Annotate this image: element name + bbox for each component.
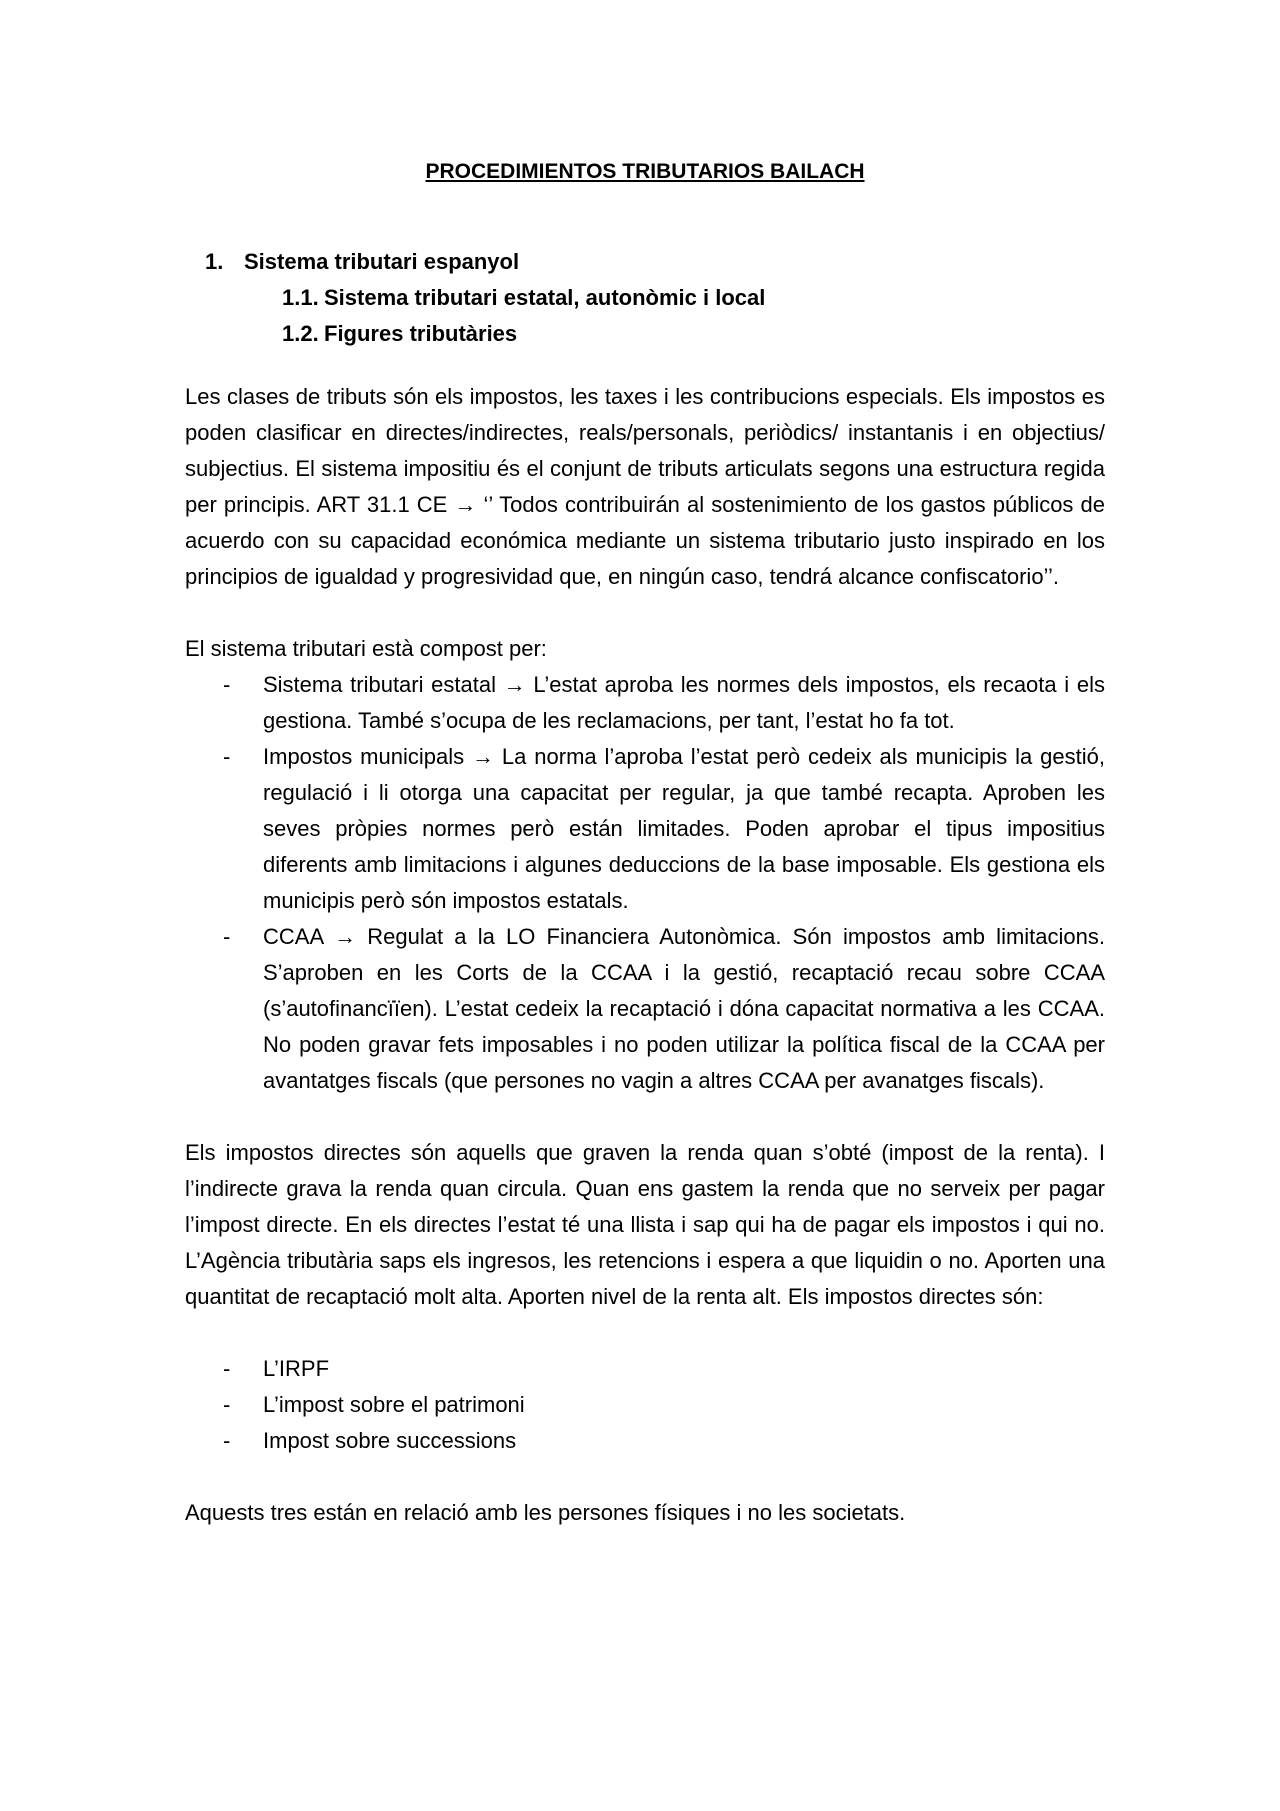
document-body bbox=[185, 157, 1105, 1531]
outline-item bbox=[185, 316, 1105, 352]
dash-bullet: - bbox=[223, 1392, 231, 1417]
dash-bullet: - bbox=[223, 1428, 231, 1453]
outline-text: Sistema tributari estatal, autonòmic i local bbox=[324, 285, 766, 310]
dash-bullet: - bbox=[223, 744, 231, 769]
spacer bbox=[185, 1099, 1105, 1135]
section-outline bbox=[185, 244, 1105, 352]
dash-bullet: - bbox=[223, 924, 231, 949]
list-item bbox=[185, 919, 1105, 1099]
outline-text: Figures tributàries bbox=[324, 321, 518, 346]
outline-number: 1.1. bbox=[282, 285, 319, 310]
list-item bbox=[185, 667, 1105, 739]
dash-bullet: - bbox=[223, 1356, 231, 1381]
list-item bbox=[185, 739, 1105, 919]
outline-item bbox=[185, 280, 1105, 316]
outline-number: 1.2. bbox=[282, 321, 319, 346]
paragraph-impostos-directes: Els impostos directes són aquells que graven la renda quan s’obté (impost de la renta). I l’indirecte grava la renda quan circula. Quan ens gastem la renda que no serveix per pagar l’impost directe. En els directes l’estat té una llista i sap qui ha de pagar els impostos i qui no. L’Agència tributària saps els ingresos, les retencions i espera a que liquidin o no. Aporten una quantitat de recaptació molt alta. Aporten nivel de la renta alt. Els impostos directes són: bbox=[185, 1140, 1105, 1309]
paragraph-tributs: Les clases de tributs són els impostos, les taxes i les contribucions especials. Els impostos es poden clasificar en directes/indirectes, reals/personals, periòdics/ instantanis i en objectius/ subjectius. El sistema impositiu és el conjunt de tributs articulats segons una estructura regida per principis. ART 31.1 CE → ‘’ Todos contribuirán al sostenimiento de los gastos públicos de acuerdo con su capacidad económica mediante un sistema tributario justo inspirado en los principios de igualdad y progresividad que, en ningún caso, tendrá alcance confiscatorio’’. bbox=[185, 384, 1105, 589]
outline-item bbox=[185, 244, 1105, 280]
list-item-text: Sistema tributari estatal → L’estat aproba les normes dels impostos, els recaota i els gestiona. També s’ocupa de les reclamacions, per tant, l’estat ho fa tot. bbox=[263, 672, 1105, 733]
list-item bbox=[185, 1423, 1105, 1459]
list-intro: El sistema tributari està compost per: bbox=[185, 636, 547, 661]
spacer bbox=[185, 1459, 1105, 1495]
list-item bbox=[185, 1387, 1105, 1423]
list-item-text: L’impost sobre el patrimoni bbox=[263, 1392, 525, 1417]
list-item-text: Impostos municipals → La norma l’aproba l’estat però cedeix als municipis la gestió, regulació i li otorga una capacitat per regular, ja que també recapta. Aproben les seves pròpies normes però están limitades. Poden aprobar el tipus impositius diferents amb limitacions i algunes deduccions de la base imposable. Els gestiona els municipis però són impostos estatals. bbox=[263, 744, 1105, 913]
list-item bbox=[185, 1351, 1105, 1387]
paragraph-conclusion: Aquests tres están en relació amb les persones físiques i no les societats. bbox=[185, 1500, 906, 1525]
list-item-text: Impost sobre successions bbox=[263, 1428, 517, 1453]
tax-system-list bbox=[185, 667, 1105, 1099]
direct-taxes-list bbox=[185, 1351, 1105, 1459]
outline-number: 1. bbox=[205, 249, 224, 274]
list-item-text: CCAA → Regulat a la LO Financiera Autonòmica. Són impostos amb limitacions. S’aproben en les Corts de la CCAA i la gestió, recaptació recau sobre CCAA (s’autofinancïïen). L’estat cedeix la recaptació i dóna capacitat normativa a les CCAA. No poden gravar fets imposables i no poden utilizar la política fiscal de la CCAA per avantatges fiscals (que persones no vagin a altres CCAA per avanatges fiscals). bbox=[263, 924, 1105, 1093]
outline-text: Sistema tributari espanyol bbox=[244, 249, 520, 274]
list-item-text: L’IRPF bbox=[263, 1356, 330, 1381]
document-title: PROCEDIMIENTOS TRIBUTARIOS BAILACH bbox=[425, 160, 865, 183]
dash-bullet: - bbox=[223, 672, 231, 697]
